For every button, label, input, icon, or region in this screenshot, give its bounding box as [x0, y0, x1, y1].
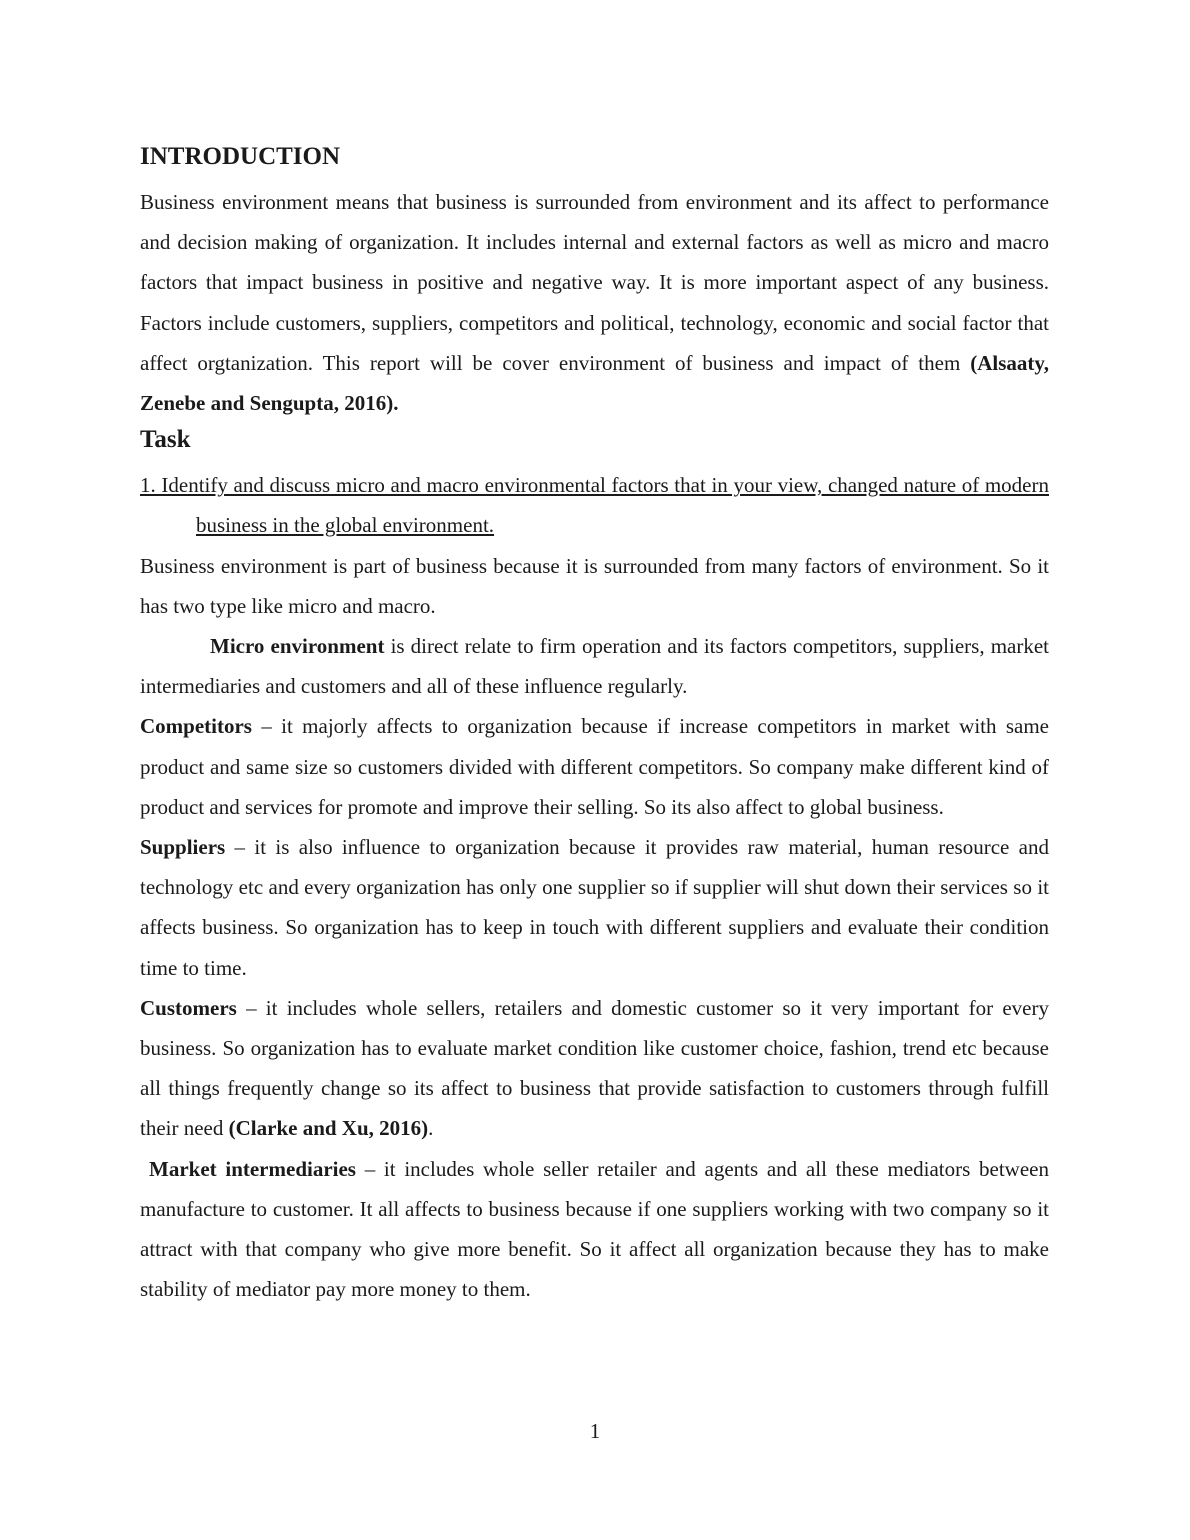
- micro-environment-term: Micro environment: [210, 634, 385, 659]
- introduction-heading: INTRODUCTION: [140, 143, 341, 170]
- suppliers-text: – it is also influence to organization because it provides raw material, human resource and technology etc and every organization has only one supplier so if supplier will shut down their services so it affects business. So organization has to keep in touch with different suppliers and evaluate their condition time to time.: [140, 835, 1049, 980]
- question-1: 1. Identify and discuss micro and macro environmental factors that in your view, changed nature of modern business in the global environment.: [140, 473, 1049, 538]
- page-number: 1: [589, 1419, 601, 1443]
- market-intermediaries-text: – it includes whole seller retailer and agents and all these mediators between manufacture to customer. It all affects to business because if one suppliers working with two company so it attract with that company who give more benefit. So it affect all organization because they has to make stability of mediator pay more money to them.: [140, 1156, 1049, 1302]
- environment-paragraph: Business environment is part of business because it is surrounded from many factors of environment. So it has two type like micro and macro.: [140, 553, 1049, 618]
- suppliers-paragraph: [140, 827, 1049, 988]
- market-intermediaries-paragraph: [140, 1149, 1049, 1310]
- task-heading: Task: [140, 426, 191, 454]
- document-page: [140, 140, 1049, 1309]
- customers-paragraph: [140, 988, 1049, 1149]
- competitors-text: – it majorly affects to organization because if increase competitors in market with same product and same size so customers divided with different competitors. So company make different kind of product and services for promote and improve their selling. So its also affect to global business.: [140, 714, 1049, 819]
- introduction-citation: (Alsaaty, Zenebe and Sengupta, 2016).: [140, 350, 1049, 416]
- customers-citation: (Clarke and Xu, 2016): [228, 1116, 429, 1141]
- micro-environment-paragraph: [140, 626, 1049, 706]
- customers-text: – it includes whole sellers, retailers and domestic customer so it very important for every business. So organization has to evaluate market condition like customer choice, fashion, trend etc because all things frequently change so its affect to business that provide satisfaction to customers through fulfill their need: [140, 995, 1049, 1141]
- competitors-term: Competitors: [140, 714, 252, 739]
- introduction-paragraph: [140, 182, 1049, 423]
- competitors-paragraph: [140, 706, 1049, 827]
- customers-end: .: [428, 1116, 434, 1141]
- customers-term: Customers: [140, 995, 237, 1020]
- introduction-text: Business environment means that business is surrounded from environment and its affect to performance and decision making of organization. It includes internal and external factors as well as micro and macro factors that impact business in positive and negative way. It is more important aspect of any business. Factors include customers, suppliers, competitors and political, technology, economic and social factor that affect orgtanization. This report will be cover environment of business and impact of them: [140, 190, 1049, 375]
- suppliers-term: Suppliers: [140, 835, 226, 860]
- market-intermediaries-term: Market intermediaries: [149, 1156, 356, 1181]
- micro-environment-text: is direct relate to firm operation and its factors competitors, suppliers, market intermediaries and customers and all of these influence regularly.: [140, 634, 1049, 699]
